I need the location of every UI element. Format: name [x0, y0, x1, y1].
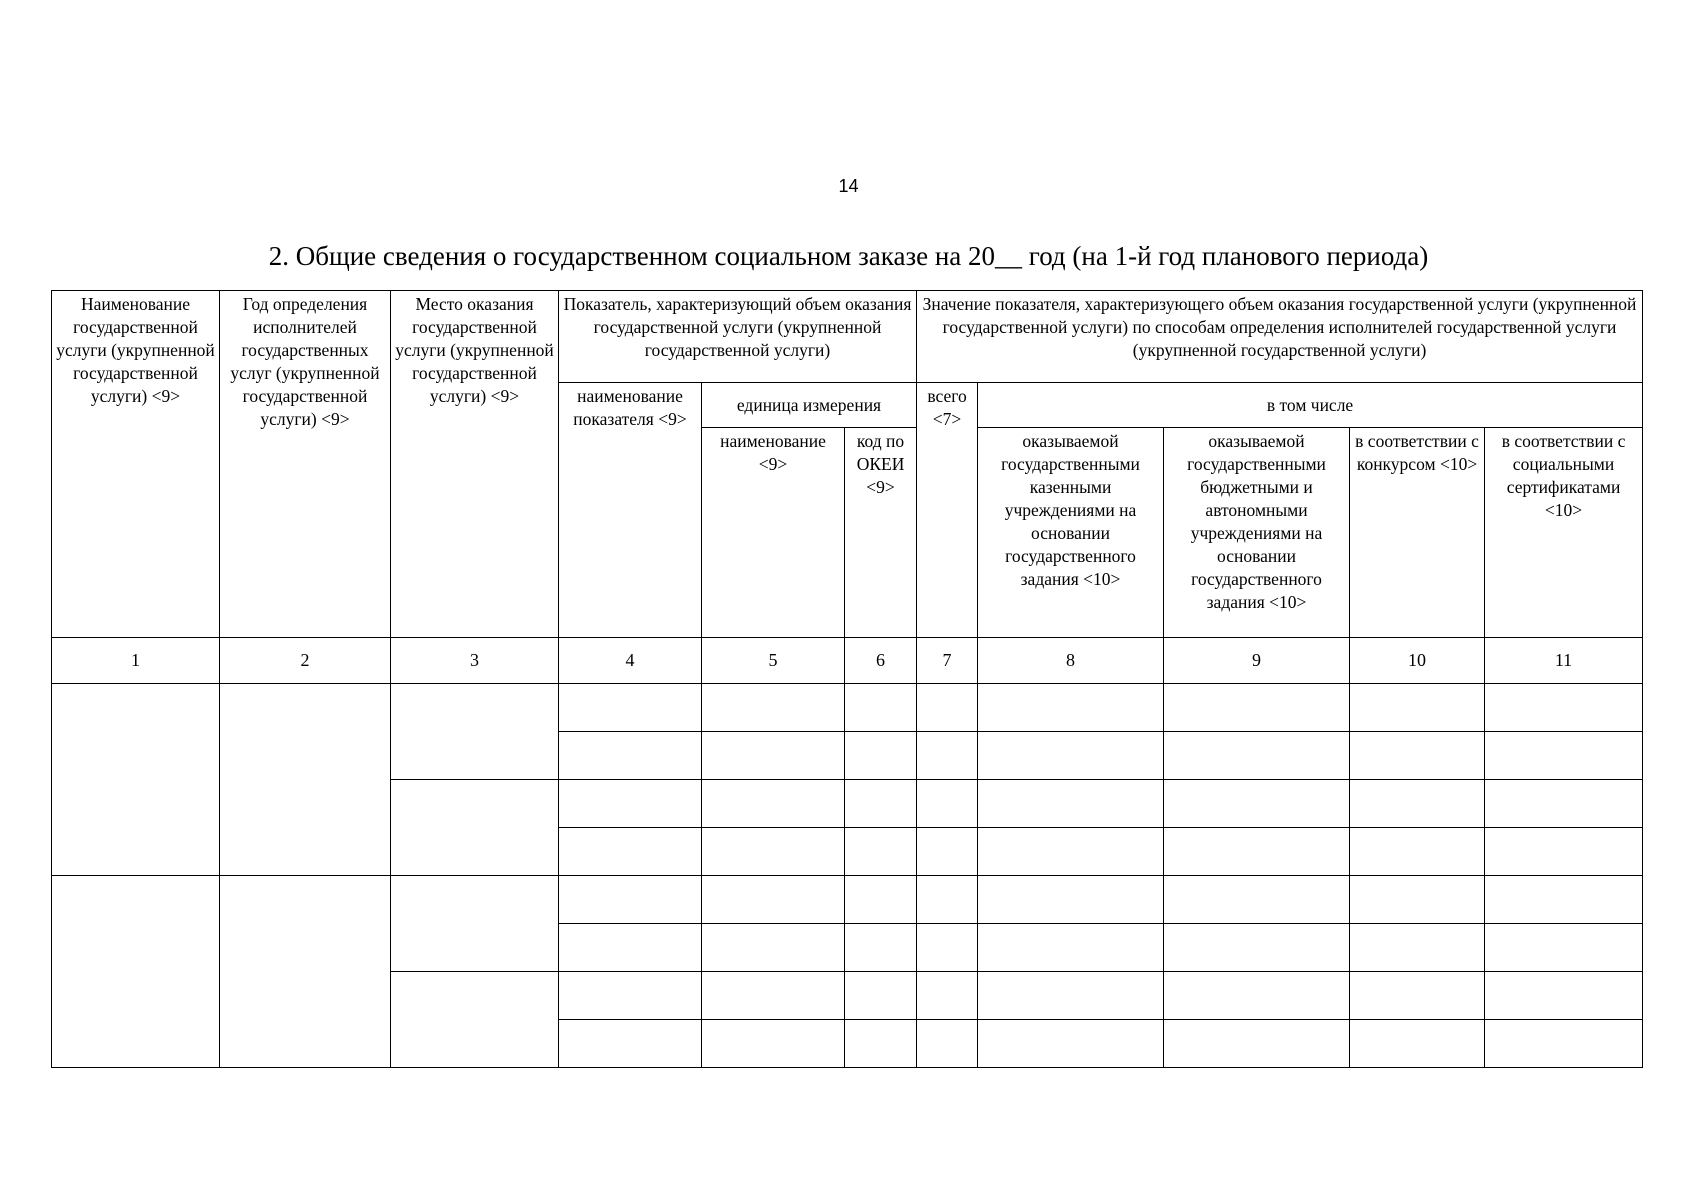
treasury-cell[interactable] — [978, 972, 1164, 1020]
column-number: 1 — [52, 638, 220, 684]
header-row-1 — [52, 291, 1643, 383]
total-cell[interactable] — [917, 828, 978, 876]
table-row — [52, 876, 1643, 924]
service-name-cell[interactable] — [52, 684, 220, 876]
place-cell[interactable] — [391, 876, 559, 972]
indicator-name-cell[interactable] — [559, 876, 702, 924]
certificate-cell[interactable] — [1485, 876, 1643, 924]
place-cell[interactable] — [391, 972, 559, 1068]
certificate-cell[interactable] — [1485, 924, 1643, 972]
total-cell[interactable] — [917, 876, 978, 924]
total-cell[interactable] — [917, 972, 978, 1020]
okei-cell[interactable] — [845, 972, 917, 1020]
indicator-name-cell[interactable] — [559, 684, 702, 732]
competition-cell[interactable] — [1350, 684, 1485, 732]
competition-cell[interactable] — [1350, 972, 1485, 1020]
budget-cell[interactable] — [1164, 876, 1350, 924]
column-number: 3 — [391, 638, 559, 684]
total-cell[interactable] — [917, 1020, 978, 1068]
okei-cell[interactable] — [845, 780, 917, 828]
unit-name-cell[interactable] — [702, 972, 845, 1020]
year-cell[interactable] — [220, 876, 391, 1068]
indicator-name-cell[interactable] — [559, 924, 702, 972]
total-cell[interactable] — [917, 732, 978, 780]
header-unit-name: наименование <9> — [702, 428, 845, 638]
unit-name-cell[interactable] — [702, 876, 845, 924]
column-number: 5 — [702, 638, 845, 684]
column-number: 11 — [1485, 638, 1643, 684]
unit-name-cell[interactable] — [702, 1020, 845, 1068]
indicator-name-cell[interactable] — [559, 972, 702, 1020]
treasury-cell[interactable] — [978, 732, 1164, 780]
column-number: 4 — [559, 638, 702, 684]
unit-name-cell[interactable] — [702, 684, 845, 732]
competition-cell[interactable] — [1350, 1020, 1485, 1068]
column-number: 7 — [917, 638, 978, 684]
treasury-cell[interactable] — [978, 780, 1164, 828]
indicator-name-cell[interactable] — [559, 732, 702, 780]
year-cell[interactable] — [220, 684, 391, 876]
budget-cell[interactable] — [1164, 1020, 1350, 1068]
indicator-name-cell[interactable] — [559, 828, 702, 876]
treasury-cell[interactable] — [978, 1020, 1164, 1068]
competition-cell[interactable] — [1350, 828, 1485, 876]
column-number: 10 — [1350, 638, 1485, 684]
budget-cell[interactable] — [1164, 972, 1350, 1020]
header-unit-group: единица измерения — [702, 383, 917, 428]
column-number-row — [52, 638, 1643, 684]
header-year: Год определения исполнителей государственных услуг (укрупненной государственной услуги) <9> — [220, 291, 391, 638]
header-including: в том числе — [978, 383, 1643, 428]
certificate-cell[interactable] — [1485, 972, 1643, 1020]
header-state-treasury: оказываемой государственными казенными учреждениями на основании государственного задания <10> — [978, 428, 1164, 638]
column-number: 9 — [1164, 638, 1350, 684]
unit-name-cell[interactable] — [702, 924, 845, 972]
treasury-cell[interactable] — [978, 924, 1164, 972]
page-number: 14 — [838, 176, 859, 196]
place-cell[interactable] — [391, 780, 559, 876]
total-cell[interactable] — [917, 924, 978, 972]
certificate-cell[interactable] — [1485, 732, 1643, 780]
okei-cell[interactable] — [845, 732, 917, 780]
column-number: 8 — [978, 638, 1164, 684]
competition-cell[interactable] — [1350, 924, 1485, 972]
header-budget-autonomous: оказываемой государственными бюджетными и автономными учреждениями на основании государственного задания <10> — [1164, 428, 1350, 638]
budget-cell[interactable] — [1164, 780, 1350, 828]
budget-cell[interactable] — [1164, 684, 1350, 732]
table-row — [52, 684, 1643, 732]
okei-cell[interactable] — [845, 1020, 917, 1068]
treasury-cell[interactable] — [978, 876, 1164, 924]
okei-cell[interactable] — [845, 924, 917, 972]
header-competition: в соответствии с конкурсом <10> — [1350, 428, 1485, 638]
certificate-cell[interactable] — [1485, 828, 1643, 876]
social-order-table — [51, 290, 1643, 1068]
okei-cell[interactable] — [845, 684, 917, 732]
competition-cell[interactable] — [1350, 876, 1485, 924]
place-cell[interactable] — [391, 684, 559, 780]
header-total: всего <7> — [917, 383, 978, 638]
header-value-group: Значение показателя, характеризующего объем оказания государственной услуги (укрупненной государственной услуги) по способам определения исполнителей государственной услуги (укрупненной государственной услуги) — [917, 291, 1643, 383]
header-indicator-name: наименование показателя <9> — [559, 383, 702, 638]
header-unit-okei: код по ОКЕИ <9> — [845, 428, 917, 638]
indicator-name-cell[interactable] — [559, 780, 702, 828]
certificate-cell[interactable] — [1485, 1020, 1643, 1068]
total-cell[interactable] — [917, 684, 978, 732]
competition-cell[interactable] — [1350, 780, 1485, 828]
column-number: 2 — [220, 638, 391, 684]
indicator-name-cell[interactable] — [559, 1020, 702, 1068]
budget-cell[interactable] — [1164, 732, 1350, 780]
unit-name-cell[interactable] — [702, 828, 845, 876]
okei-cell[interactable] — [845, 828, 917, 876]
unit-name-cell[interactable] — [702, 780, 845, 828]
treasury-cell[interactable] — [978, 684, 1164, 732]
column-number: 6 — [845, 638, 917, 684]
header-service-name: Наименование государственной услуги (укрупненной государственной услуги) <9> — [52, 291, 220, 638]
certificate-cell[interactable] — [1485, 780, 1643, 828]
okei-cell[interactable] — [845, 876, 917, 924]
budget-cell[interactable] — [1164, 828, 1350, 876]
certificate-cell[interactable] — [1485, 684, 1643, 732]
total-cell[interactable] — [917, 780, 978, 828]
header-social-certificates: в соответствии с социальными сертификатами <10> — [1485, 428, 1643, 638]
competition-cell[interactable] — [1350, 732, 1485, 780]
header-indicator-group: Показатель, характеризующий объем оказания государственной услуги (укрупненной государственной услуги) — [559, 291, 917, 383]
treasury-cell[interactable] — [978, 828, 1164, 876]
header-place: Место оказания государственной услуги (укрупненной государственной услуги) <9> — [391, 291, 559, 638]
unit-name-cell[interactable] — [702, 732, 845, 780]
budget-cell[interactable] — [1164, 924, 1350, 972]
section-title: 2. Общие сведения о государственном социальном заказе на 20__ год (на 1-й год планового периода) — [268, 241, 1429, 271]
service-name-cell[interactable] — [52, 876, 220, 1068]
